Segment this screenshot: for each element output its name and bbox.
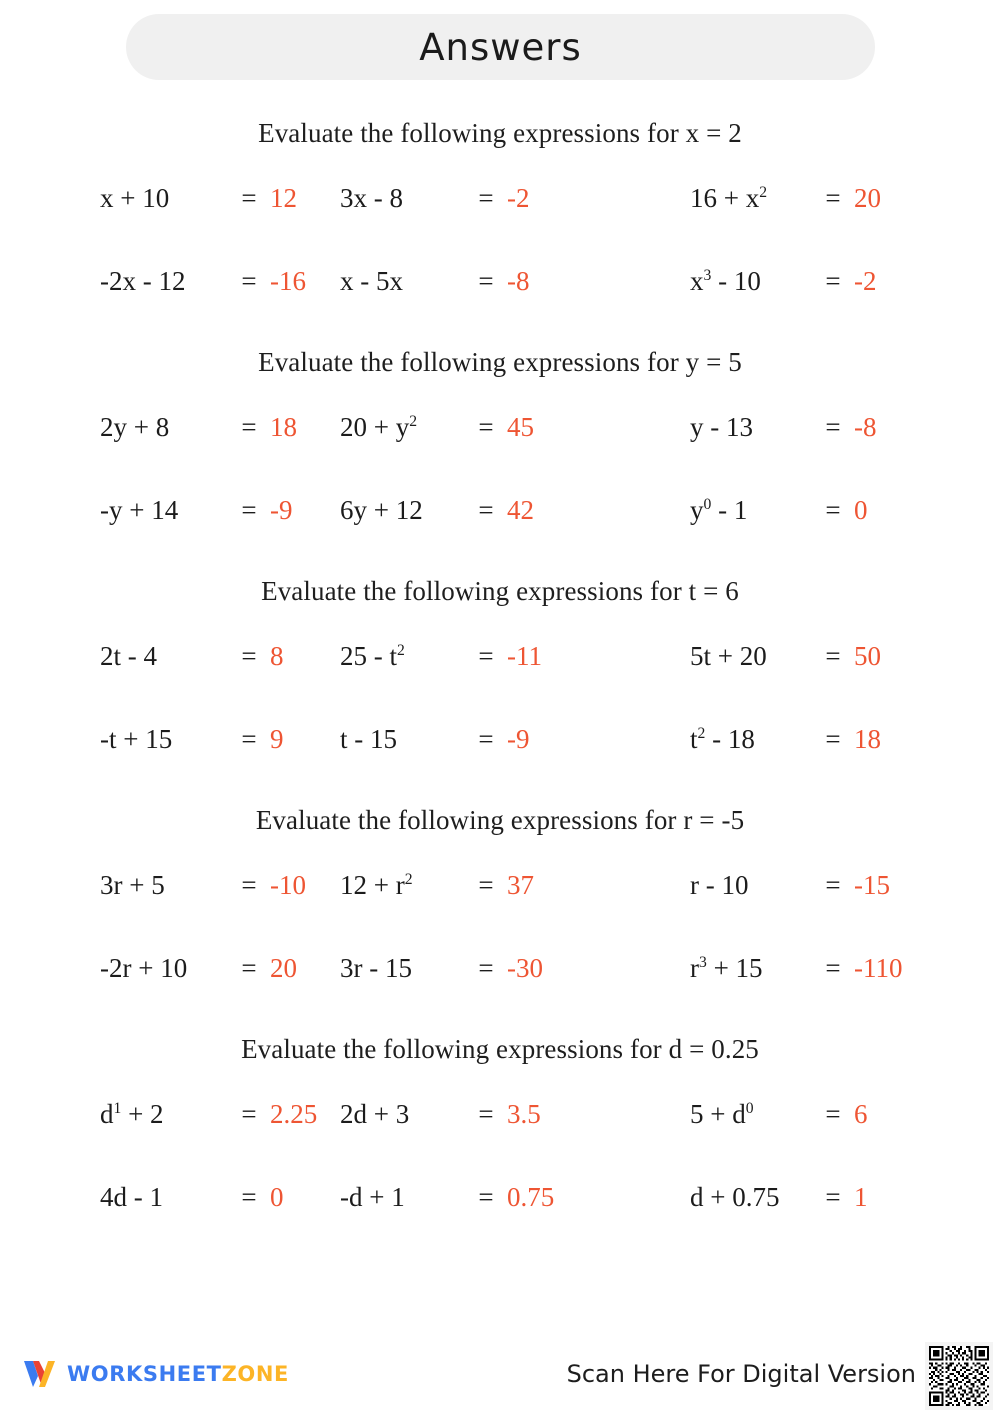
problem-cell bbox=[0, 495, 320, 526]
problem-expression: $x^3 - 10$ bbox=[690, 266, 761, 296]
problem-rows bbox=[0, 844, 1000, 1010]
answer-value: -8 bbox=[507, 266, 530, 296]
exponent: 2 bbox=[404, 871, 413, 888]
problem-rows bbox=[0, 1073, 1000, 1239]
answer-value: 37 bbox=[507, 870, 534, 900]
answer-value: 18 bbox=[270, 412, 297, 442]
exponent: 0 bbox=[703, 496, 712, 513]
problem-expression: 3x - 8 bbox=[340, 183, 403, 213]
section-heading: Evaluate the following expressions for d = 0.25 bbox=[241, 1034, 759, 1064]
section-heading: Evaluate the following expressions for r = -5 bbox=[255, 805, 745, 835]
problem-expression: 2t - 4 bbox=[100, 641, 157, 671]
problem-expression: 3r - 15 bbox=[340, 953, 412, 983]
worksheet-zone-logo[interactable] bbox=[22, 1358, 289, 1390]
equals-sign: = bbox=[825, 724, 841, 754]
scan-here-label: Scan Here For Digital Version bbox=[566, 1360, 916, 1388]
logo-text bbox=[67, 1362, 289, 1386]
problem-row bbox=[0, 698, 1000, 781]
problem-cell bbox=[645, 1099, 1000, 1130]
exponent: 1 bbox=[113, 1100, 122, 1117]
exponent: 2 bbox=[759, 184, 768, 201]
equals-sign: = bbox=[241, 1099, 257, 1129]
equals-sign: = bbox=[478, 870, 494, 900]
equals-sign: = bbox=[825, 495, 841, 525]
problem-cell bbox=[0, 953, 320, 984]
equals-sign: = bbox=[478, 266, 494, 296]
exponent: 3 bbox=[699, 954, 707, 971]
problem-section bbox=[0, 558, 1000, 781]
problem-cell bbox=[320, 953, 645, 984]
equals-sign: = bbox=[478, 183, 494, 213]
section-heading: Evaluate the following expressions for t = 6 bbox=[261, 576, 739, 606]
logo-text-worksheet: WORKSHEET bbox=[67, 1362, 222, 1386]
problem-expression: -2x - 12 bbox=[100, 266, 186, 296]
problem-expression: -2r + 10 bbox=[100, 953, 188, 983]
answer-value: -110 bbox=[854, 953, 903, 983]
problem-expression: $d^1 + 2$ bbox=[100, 1099, 164, 1129]
problem-expression: $16 + x^2$ bbox=[690, 183, 768, 213]
problem-cell bbox=[320, 1182, 645, 1213]
problem-expression: $y^0 - 1$ bbox=[690, 495, 748, 525]
equals-sign: = bbox=[241, 641, 257, 671]
equals-sign: = bbox=[478, 412, 494, 442]
problem-expression: 4d - 1 bbox=[100, 1182, 163, 1212]
page-title: Answers bbox=[419, 25, 582, 69]
problem-row bbox=[0, 386, 1000, 469]
qr-code-icon[interactable] bbox=[925, 1342, 993, 1410]
problem-expression: $20 + y^2$ bbox=[340, 412, 418, 442]
problem-expression: 5t + 20 bbox=[690, 641, 767, 671]
answer-value: -8 bbox=[854, 412, 877, 442]
problem-expression: x - 5x bbox=[340, 266, 403, 296]
problem-expression: 3r + 5 bbox=[100, 870, 165, 900]
problem-row bbox=[0, 615, 1000, 698]
exponent: 2 bbox=[397, 642, 405, 659]
answer-value: 1 bbox=[854, 1182, 868, 1212]
answer-value: 0 bbox=[854, 495, 868, 525]
problem-row bbox=[0, 469, 1000, 552]
answer-value: -2 bbox=[507, 183, 530, 213]
problem-rows bbox=[0, 157, 1000, 323]
problem-cell bbox=[645, 412, 1000, 443]
problem-cell bbox=[320, 495, 645, 526]
problem-expression: -d + 1 bbox=[340, 1182, 405, 1212]
answer-value: 0 bbox=[270, 1182, 284, 1212]
equals-sign: = bbox=[825, 953, 841, 983]
problem-cell bbox=[645, 724, 1000, 755]
problem-cell bbox=[320, 870, 645, 901]
problem-expression: $t^2 - 18$ bbox=[690, 724, 755, 754]
problem-cell bbox=[645, 953, 1000, 984]
problem-cell bbox=[320, 183, 645, 214]
problem-cell bbox=[0, 1182, 320, 1213]
problem-expression: 2y + 8 bbox=[100, 412, 170, 442]
equals-sign: = bbox=[241, 412, 257, 442]
problem-rows bbox=[0, 615, 1000, 781]
problem-cell bbox=[0, 870, 320, 901]
problem-cell bbox=[320, 641, 645, 672]
exponent: 2 bbox=[697, 725, 706, 742]
problem-cell bbox=[0, 266, 320, 297]
worksheet-body bbox=[0, 100, 1000, 1245]
problem-row bbox=[0, 844, 1000, 927]
section-heading: Evaluate the following expressions for y = 5 bbox=[258, 347, 742, 377]
equals-sign: = bbox=[241, 724, 257, 754]
answer-value: 9 bbox=[270, 724, 284, 754]
equals-sign: = bbox=[478, 724, 494, 754]
answer-value: 20 bbox=[854, 183, 881, 213]
exponent: 3 bbox=[703, 267, 712, 284]
equals-sign: = bbox=[478, 1099, 494, 1129]
answer-value: 20 bbox=[270, 953, 297, 983]
equals-sign: = bbox=[241, 953, 257, 983]
problem-expression: 6y + 12 bbox=[340, 495, 423, 525]
problem-row bbox=[0, 240, 1000, 323]
problem-expression: d + 0.75 bbox=[690, 1182, 780, 1212]
answer-value: 0.75 bbox=[507, 1182, 555, 1212]
answer-value: 3.5 bbox=[507, 1099, 541, 1129]
problem-expression: x + 10 bbox=[100, 183, 170, 213]
equals-sign: = bbox=[478, 495, 494, 525]
problem-cell bbox=[645, 495, 1000, 526]
problem-cell bbox=[320, 266, 645, 297]
answer-value: 45 bbox=[507, 412, 534, 442]
problem-cell bbox=[645, 870, 1000, 901]
equals-sign: = bbox=[478, 641, 494, 671]
problem-row bbox=[0, 927, 1000, 1010]
section-heading: Evaluate the following expressions for x = 2 bbox=[258, 118, 742, 148]
problem-cell bbox=[0, 724, 320, 755]
equals-sign: = bbox=[825, 870, 841, 900]
equals-sign: = bbox=[241, 495, 257, 525]
equals-sign: = bbox=[825, 412, 841, 442]
problem-expression: $25 - t^2$ bbox=[340, 641, 405, 671]
problem-cell bbox=[645, 641, 1000, 672]
problem-expression: 2d + 3 bbox=[340, 1099, 410, 1129]
problem-cell bbox=[320, 412, 645, 443]
problem-cell bbox=[0, 641, 320, 672]
equals-sign: = bbox=[825, 641, 841, 671]
problem-row bbox=[0, 157, 1000, 240]
answer-value: 12 bbox=[270, 183, 297, 213]
equals-sign: = bbox=[825, 183, 841, 213]
answer-value: -16 bbox=[270, 266, 306, 296]
problem-expression: $5 + d^0$ bbox=[690, 1099, 754, 1129]
problem-expression: $12 + r^2$ bbox=[340, 870, 413, 900]
answer-value: 42 bbox=[507, 495, 534, 525]
problem-row bbox=[0, 1073, 1000, 1156]
answer-value: -9 bbox=[507, 724, 530, 754]
problem-expression: t - 15 bbox=[340, 724, 397, 754]
equals-sign: = bbox=[825, 266, 841, 296]
equals-sign: = bbox=[478, 1182, 494, 1212]
problem-cell bbox=[0, 1099, 320, 1130]
equals-sign: = bbox=[241, 183, 257, 213]
problem-expression: -y + 14 bbox=[100, 495, 179, 525]
problem-expression: $r^3 + 15$ bbox=[690, 953, 763, 983]
problem-cell bbox=[645, 266, 1000, 297]
problem-section bbox=[0, 787, 1000, 1010]
problem-section bbox=[0, 1016, 1000, 1239]
page-title-banner bbox=[126, 14, 875, 80]
equals-sign: = bbox=[241, 870, 257, 900]
answer-value: -30 bbox=[507, 953, 543, 983]
answer-value: -9 bbox=[270, 495, 293, 525]
equals-sign: = bbox=[241, 1182, 257, 1212]
answer-value: 6 bbox=[854, 1099, 868, 1129]
problem-section bbox=[0, 329, 1000, 552]
answer-value: 8 bbox=[270, 641, 284, 671]
problem-expression: -t + 15 bbox=[100, 724, 173, 754]
answer-value: -15 bbox=[854, 870, 890, 900]
equals-sign: = bbox=[478, 953, 494, 983]
answer-value: 18 bbox=[854, 724, 881, 754]
problem-rows bbox=[0, 386, 1000, 552]
logo-text-zone: ZONE bbox=[221, 1362, 289, 1386]
problem-row bbox=[0, 1156, 1000, 1239]
logo-w-icon bbox=[22, 1358, 58, 1390]
problem-expression: y - 13 bbox=[690, 412, 753, 442]
equals-sign: = bbox=[825, 1099, 841, 1129]
answer-value: 50 bbox=[854, 641, 881, 671]
equals-sign: = bbox=[825, 1182, 841, 1212]
equals-sign: = bbox=[241, 266, 257, 296]
problem-cell bbox=[645, 183, 1000, 214]
problem-cell bbox=[320, 724, 645, 755]
answer-value: -11 bbox=[507, 641, 542, 671]
exponent: 2 bbox=[409, 413, 418, 430]
answer-value: 2.25 bbox=[270, 1099, 318, 1129]
problem-expression: r - 10 bbox=[690, 870, 749, 900]
problem-cell bbox=[645, 1182, 1000, 1213]
problem-section bbox=[0, 100, 1000, 323]
problem-cell bbox=[0, 412, 320, 443]
answer-value: -10 bbox=[270, 870, 306, 900]
footer bbox=[0, 1330, 1000, 1416]
exponent: 0 bbox=[745, 1100, 754, 1117]
answer-value: -2 bbox=[854, 266, 877, 296]
problem-cell bbox=[320, 1099, 645, 1130]
problem-cell bbox=[0, 183, 320, 214]
